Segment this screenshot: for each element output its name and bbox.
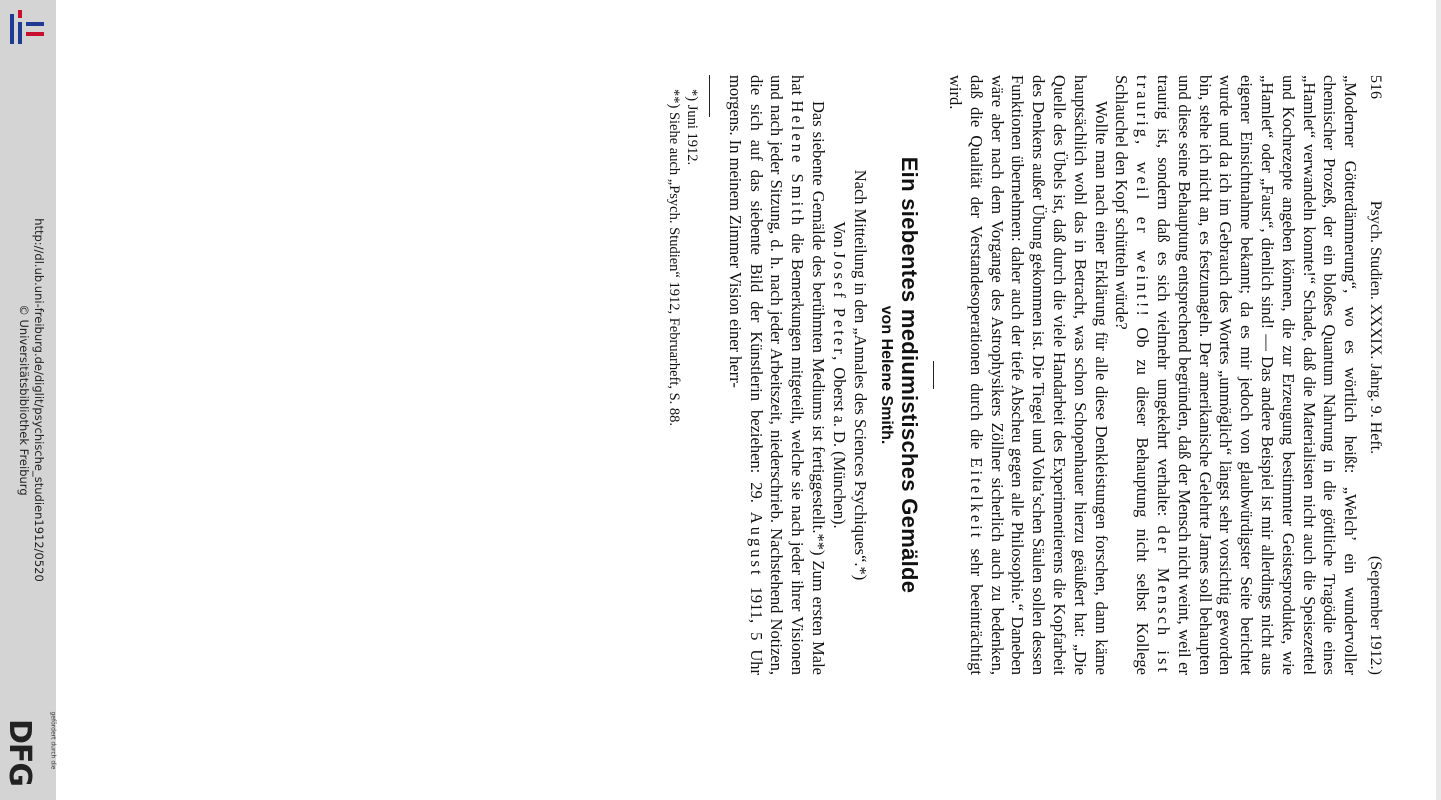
journal-title: Psych. Studien. XXXIX. Jahrg. 9. Heft. [1367, 200, 1384, 455]
author-prefix: Von [829, 221, 849, 248]
article-byline: von Helene Smith. [878, 305, 896, 445]
article-author [828, 75, 849, 675]
paragraph-3-text: Das siebente Gemälde des berühmten Mediums ist fertiggestellt.**) Zum ersten Male hat [788, 75, 829, 675]
dfg-funding-note: gefördert durch die [49, 711, 57, 770]
paragraph-1-end: ! Ob zu dieser Behauptung nicht selbst Kollege Schlauchel den Kopf schütteln würde? [1112, 75, 1153, 675]
footnote-2: **) Siehe auch „Psych. Studien“ 1912, Februarheft, S. 88. [666, 89, 683, 427]
paragraph-2-end: sehr beeinträchtigt wird. [946, 75, 986, 676]
issue-date: (September 1912.) [1367, 555, 1384, 675]
book-page [55, 75, 1385, 675]
paragraph-3-month: August [746, 511, 766, 578]
running-head [1364, 75, 1385, 675]
section-divider [933, 361, 934, 389]
paragraph-2-text: Wollte man nach einer Erklärung für alle diese Denkleistungen forschen, dann käme hauptsächlich wohl das in Betracht, was schon Schopenhauer hierzu geäußert hat: „Die Quelle des Übels ist, daß durch die viele Handarbeit des Experimentierens die Kopfarbeit des Denkens außer Übung gekommen ist. Die Tiegel und Volta’schen Säulen sollen dessen Funktionen übernehmen: daher auch der tiefe Abscheu gegen alle Philosophie.“ Daneben wäre aber nach dem Vorgange des Astrophysikers Zöllner sicherlich auch zu bedenken, daß die Qualität der Verstandesoperationen durch die [966, 75, 1111, 675]
paragraph-3-name: Helene Smith [788, 100, 808, 229]
paragraph-3-text-c: 1911, 5 Uhr morgens. In meinem Zimmer Vision einer herr- [725, 75, 766, 676]
paragraph-3 [724, 75, 828, 675]
copyright-notice: © Universitätsbibliothek Freiburg [17, 304, 31, 496]
university-library-logo [6, 8, 48, 48]
article-source: Nach Mitteilung in den „Annales des Sciences Psychiques“.*) [850, 169, 870, 581]
paragraph-1 [1111, 75, 1361, 675]
paragraph-2-spaced: Eitelkeit [966, 457, 986, 541]
paragraph-2 [944, 75, 1110, 675]
page-number: 516 [1367, 75, 1384, 99]
footnote-1: *) Juni 1912. [684, 89, 701, 166]
article-title: Ein siebentes mediumistisches Gemälde [897, 156, 923, 594]
permalink-url[interactable]: http://dl.ub.uni-freiburg.de/diglit/psychische_studien1912/0520 [32, 218, 46, 582]
author-suffix: Oberst a. D. (München). [829, 367, 849, 529]
paragraph-1-spaced: der Mensch ist traurig, weil er weint! [1133, 75, 1174, 675]
author-name: Josef Peter, [829, 251, 849, 364]
dfg-wordmark: DFG [2, 718, 38, 787]
paragraph-1-text: „Moderner Götterdämmerung“, wo es wörtlich heißt: „Welch’ ein wundervoller chemischer Prozeß, der ein bloßes Quantum Nahrung in die göttliche Tragödie eines „Hamlet“ verwandeln konnte!“ Schade, daß die Materialisten nicht auch die Speisezettel und Kochrezepte angeben können, die zur Erzeugung bestimmter Geistesprodukte, wie „Hamlet“ oder „Faust“, dienlich sind! — Das andere Beispiel ist mir allerdings nicht aus eigener Einsichtnahme bekannt; da es mir jedoch von glaubwürdigster Seite berichtet wurde und da ich im Gebrauch des Wortes „unmöglich“ längst sehr vorsichtig geworden bin, stehe ich nicht an, es festzunageln. Der amerikanische Gelehrte James soll behaupten und diese seine Behauptung entsprechend begründen, daß der Mensch nicht weint, weil er traurig ist, sondern daß es sich vielmehr umgekehrt verhalte: [1154, 75, 1361, 675]
paragraph-3-text-b: die Bemerkungen mitgeteilt, welche sie nach jeder ihrer Visionen und nach jeder Sitzung, d. h. nach jeder Arbeitszeit, niederschrieb. Nachstehend Notizen, die sich auf das siebente Bild der Künstlerin beziehen: 29. [746, 75, 808, 676]
footnote-rule [709, 75, 710, 117]
dfg-logo [2, 705, 57, 793]
viewer-right-edge [1436, 0, 1441, 800]
viewer-sidebar [0, 0, 56, 800]
